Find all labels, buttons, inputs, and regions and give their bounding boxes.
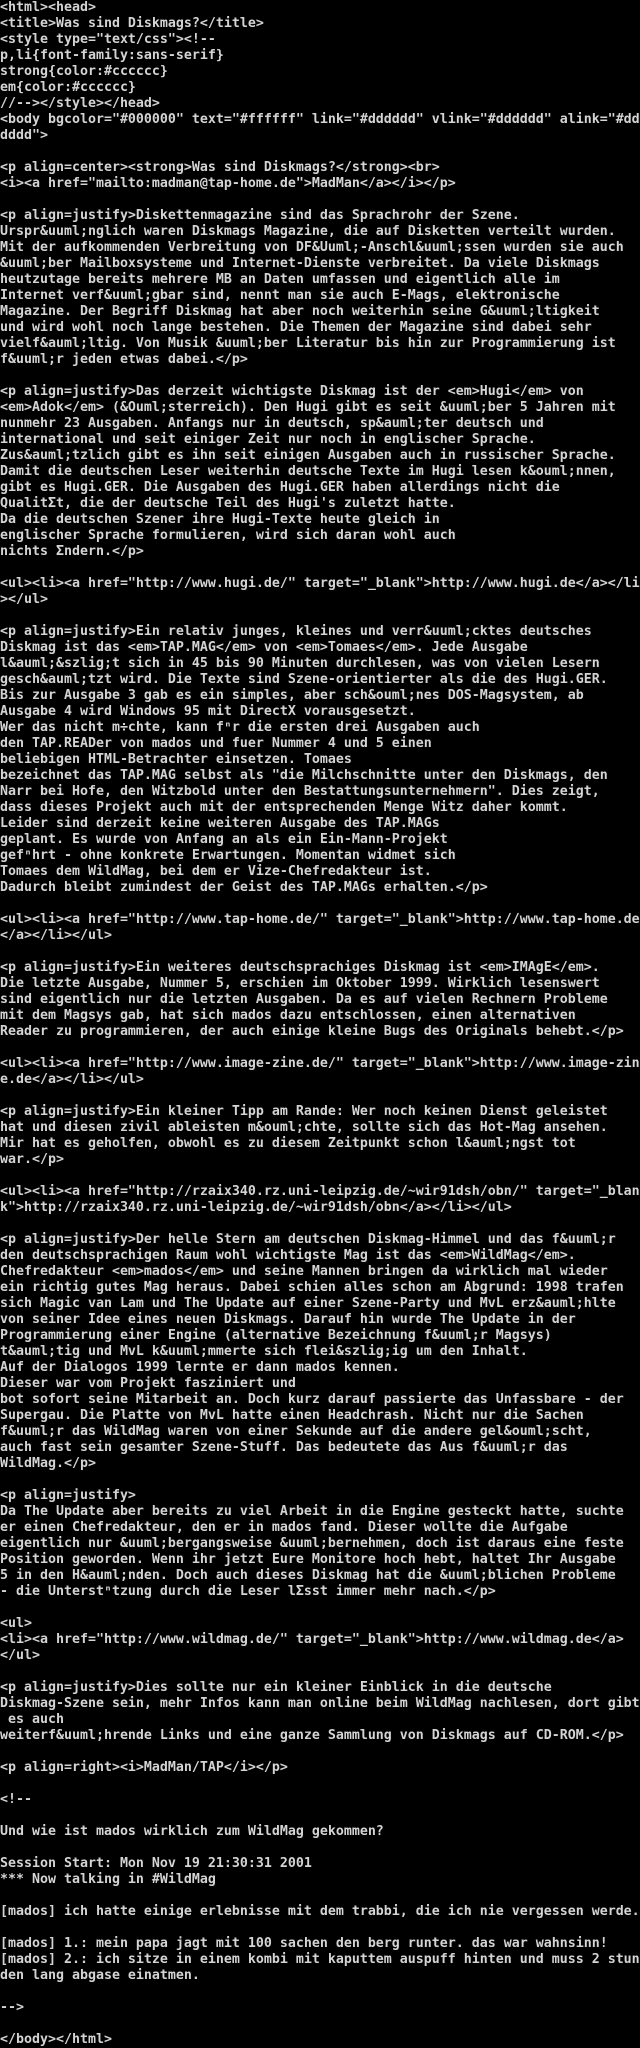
source-line — [0, 560, 640, 576]
source-line — [0, 1840, 640, 1856]
source-line: - die Unterstⁿtzung durch die Leser lΣsst immer mehr nach.</p> — [0, 1584, 496, 1599]
source-line: Ausgabe 4 wird Windows 95 mit DirectX vorausgesetzt. — [0, 704, 416, 719]
source-line — [0, 1808, 640, 1824]
source-line: <!-- — [0, 1792, 32, 1807]
source-line: Damit die deutschen Leser weiterhin deutsche Texte im Hugi lesen k&ouml;nnen, — [0, 464, 616, 479]
source-line: Tomaes dem WildMag, bei dem er Vize-Chefredakteur ist. — [0, 864, 432, 879]
source-line: <body bgcolor="#000000" text="#ffffff" link="#dddddd" vlink="#dddddd" alink="#dd — [0, 112, 640, 127]
source-line: <ul><li><a href="http://www.hugi.de/" target="_blank">http://www.hugi.de</a></li — [0, 576, 640, 591]
source-line: </a></li></ul> — [0, 928, 112, 943]
source-line: den lang abgase einatmen. — [0, 1968, 200, 1983]
source-line: dass dieses Projekt auch mit der entsprechenden Menge Witz daher kommt. — [0, 800, 568, 815]
source-line: ></ul> — [0, 592, 48, 607]
source-line: Chefredakteur <em>mados</em> und seine Mannen bringen da wirklich mal wieder — [0, 1264, 608, 1279]
source-line: //--></style></head> — [0, 96, 160, 111]
source-line: Leider sind derzeit keine weiteren Ausgabe des TAP.MAGs — [0, 816, 440, 831]
source-line: e.de</a></li></ul> — [0, 1072, 144, 1087]
source-line — [0, 1920, 640, 1936]
source-line: Da die deutschen Szener ihre Hugi-Texte heute gleich in — [0, 512, 440, 527]
source-line: <ul> — [0, 1616, 32, 1631]
source-line: WildMag.</p> — [0, 1456, 96, 1471]
source-line — [0, 944, 640, 960]
source-line — [0, 144, 640, 160]
source-line: ein richtig gutes Mag heraus. Dabei schien alles schon am Abgrund: 1998 trafen — [0, 1280, 624, 1295]
source-line: Diskmag ist das <em>TAP.MAG</em> von <em>Tomaes</em>. Jede Ausgabe — [0, 640, 528, 655]
source-line: <em>Adok</em> (&Ouml;sterreich). Den Hugi gibt es seit &uuml;ber 5 Jahren mit — [0, 400, 616, 415]
source-line: <ul><li><a href="http://www.image-zine.de/" target="_blank">http://www.image-zin — [0, 1056, 640, 1071]
source-line: Magazine. Der Begriff Diskmag hat aber noch weiterhin seine G&uuml;ltigkeit — [0, 304, 600, 319]
source-line: Mir hat es geholfen, obwohl es zu diesem Zeitpunkt schon l&auml;ngst tot — [0, 1136, 576, 1151]
source-line: eigentlich nur &uuml;bergangsweise &uuml;bernehmen, doch ist daraus eine feste — [0, 1536, 624, 1551]
source-line: sich Magic van Lam und The Update auf einer Szene-Party und MvL erz&auml;hlte — [0, 1296, 616, 1311]
source-line: es auch — [0, 1712, 64, 1727]
source-line — [0, 1664, 640, 1680]
source-line: f&uuml;r jeden etwas dabei.</p> — [0, 352, 248, 367]
source-line: </body></html> — [0, 2032, 112, 2047]
source-line: <p align=justify>Diskettenmagazine sind das Sprachrohr der Szene. — [0, 208, 520, 223]
source-line: Mit der aufkommenden Verbreitung von DF&Uuml;-Anschl&uuml;ssen wurden sie auch — [0, 240, 624, 255]
source-line: Dadurch bleibt zumindest der Geist des TAP.MAGs erhalten.</p> — [0, 880, 488, 895]
source-line: Urspr&uuml;nglich waren Diskmags Magazine, die auf Disketten verteilt wurden. — [0, 224, 616, 239]
source-line: nunmehr 23 Ausgaben. Anfangs nur in deutsch, sp&auml;ter deutsch und — [0, 416, 544, 431]
source-line: <p align=center><strong>Was sind Diskmags?</strong><br> — [0, 160, 440, 175]
source-line: dddd"> — [0, 128, 48, 143]
source-line: Bis zur Ausgabe 3 gab es ein simples, aber sch&ouml;nes DOS-Magsystem, ab — [0, 688, 584, 703]
source-line: k">http://rzaix340.rz.uni-leipzig.de/~wir91dsh/obn</a></li></ul> — [0, 1200, 512, 1215]
source-line: Da The Update aber bereits zu viel Arbeit in die Engine gesteckt hatte, suchte — [0, 1504, 624, 1519]
source-line: <title>Was sind Diskmags?</title> — [0, 16, 264, 31]
source-line: <i><a href="mailto:madman@tap-home.de">MadMan</a></i></p> — [0, 176, 456, 191]
source-line: von seiner Idee eines neuen Diskmags. Darauf hin wurde The Update in der — [0, 1312, 576, 1327]
source-line: auch fast sein gesamter Szene-Stuff. Das bedeutete das Aus f&uuml;r das — [0, 1440, 568, 1455]
source-line: weiterf&uuml;hrende Links und eine ganze Sammlung von Diskmags auf CD-ROM.</p> — [0, 1728, 624, 1743]
source-line: p,li{font-family:sans-serif} — [0, 48, 224, 63]
source-line — [0, 1984, 640, 2000]
source-line: <html><head> — [0, 0, 96, 15]
source-line: den TAP.READer von mados und fuer Nummer 4 und 5 einen — [0, 736, 432, 751]
source-line: <p align=justify>Ein kleiner Tipp am Rande: Wer noch keinen Dienst geleistet — [0, 1104, 608, 1119]
source-line: international und seit einiger Zeit nur noch in englischer Sprache. — [0, 432, 536, 447]
source-line — [0, 1744, 640, 1760]
source-line — [0, 1168, 640, 1184]
source-line: strong{color:#cccccc} — [0, 64, 168, 79]
source-line: Dieser war vom Projekt fasziniert und — [0, 1376, 296, 1391]
source-line: mit dem Magsys gab, hat sich mados dazu entschlossen, einen alternativen — [0, 1008, 576, 1023]
source-line: hat und diesen zivil ableisten m&ouml;chte, sollte sich das Hot-Mag ansehen. — [0, 1120, 608, 1135]
source-line: </ul> — [0, 1648, 40, 1663]
source-line: l&auml;&szlig;t sich in 45 bis 90 Minuten durchlesen, was von vielen Lesern — [0, 656, 600, 671]
source-line: bot sofort seine Mitarbeit an. Doch kurz darauf passierte das Unfassbare - der — [0, 1392, 624, 1407]
source-line: englischer Sprache formulieren, wird sich daran wohl auch — [0, 528, 456, 543]
source-line: t&auml;tig und MvL k&uuml;mmerte sich flei&szlig;ig um den Inhalt. — [0, 1344, 528, 1359]
source-line — [0, 1216, 640, 1232]
source-line: <p align=justify>Ein weiteres deutschsprachiges Diskmag ist <em>IMAgE</em>. — [0, 960, 600, 975]
source-line: heutzutage bereits mehrere MB an Daten umfassen und eigentlich alle im — [0, 272, 560, 287]
source-line: Auf der Dialogos 1999 lernte er dann mados kennen. — [0, 1360, 400, 1375]
source-line — [0, 896, 640, 912]
source-line: <li><a href="http://www.wildmag.de/" target="_blank">http://www.wildmag.de</a> — [0, 1632, 624, 1647]
source-line: gefⁿhrt - ohne konkrete Erwartungen. Momentan widmet sich — [0, 848, 456, 863]
source-line: [mados] 1.: mein papa jagt mit 100 sachen den berg runter. das war wahnsinn! — [0, 1936, 608, 1951]
source-line: <p align=justify> — [0, 1488, 136, 1503]
source-line: Und wie ist mados wirklich zum WildMag gekommen? — [0, 1824, 384, 1839]
source-line: <p align=justify>Dies sollte nur ein kleiner Einblick in die deutsche — [0, 1680, 552, 1695]
source-line: Programmierung einer Engine (alternative Bezeichnung f&uuml;r Magsys) — [0, 1328, 552, 1343]
source-line: beliebigen HTML-Betrachter einsetzen. Tomaes — [0, 752, 352, 767]
source-line: <ul><li><a href="http://www.tap-home.de/" target="_blank">http://www.tap-home.de — [0, 912, 640, 927]
source-line: er einen Chefredakteur, den er in mados fand. Dieser wollte die Aufgabe — [0, 1520, 568, 1535]
source-line — [0, 368, 640, 384]
source-line — [0, 608, 640, 624]
source-line — [0, 1600, 640, 1616]
source-line: Reader zu programmieren, der auch einige kleine Bugs des Originals behebt.</p> — [0, 1024, 624, 1039]
source-line: geplant. Es wurde von Anfang an als ein Ein-Mann-Projekt — [0, 832, 448, 847]
source-line: gibt es Hugi.GER. Die Ausgaben des Hugi.GER haben allerdings nicht die — [0, 480, 560, 495]
source-line: Die letzte Ausgabe, Nummer 5, erschien im Oktober 1999. Wirklich lesenswert — [0, 976, 600, 991]
source-line: <style type="text/css"><!-- — [0, 32, 216, 47]
source-line: f&uuml;r das WildMag waren von einer Sekunde auf die andere gel&ouml;scht, — [0, 1424, 592, 1439]
source-line: und wird wohl noch lange bestehen. Die Themen der Magazine sind dabei sehr — [0, 320, 592, 335]
source-line: Position geworden. Wenn ihr jetzt Eure Monitore hoch hebt, haltet Ihr Ausgabe — [0, 1552, 616, 1567]
source-line: 5 in den H&auml;nden. Doch auch dieses Diskmag hat die &uuml;blichen Probleme — [0, 1568, 616, 1583]
source-line — [0, 1888, 640, 1904]
source-line: gesch&auml;tzt wird. Die Texte sind Szene-orientierter als die des Hugi.GER. — [0, 672, 608, 687]
source-line — [0, 1472, 640, 1488]
source-line: nichts Σndern.</p> — [0, 544, 144, 559]
source-line: Diskmag-Szene sein, mehr Infos kann man online beim WildMag nachlesen, dort gibt — [0, 1696, 640, 1711]
source-line: den deutschsprachigen Raum wohl wichtigste Mag ist das <em>WildMag</em>. — [0, 1248, 576, 1263]
source-line: [mados] 2.: ich sitze in einem kombi mit kaputtem auspuff hinten und muss 2 stun — [0, 1952, 640, 1967]
source-line: <p align=justify>Ein relativ junges, kleines und verr&uuml;cktes deutsches — [0, 624, 592, 639]
source-line: Supergau. Die Platte von MvL hatte einen Headchrash. Nicht nur die Sachen — [0, 1408, 584, 1423]
source-line: <p align=justify>Der helle Stern am deutschen Diskmag-Himmel und das f&uuml;r — [0, 1232, 616, 1247]
source-line: Session Start: Mon Nov 19 21:30:31 2001 — [0, 1856, 312, 1871]
source-line: <p align=justify>Das derzeit wichtigste Diskmag ist der <em>Hugi</em> von — [0, 384, 584, 399]
source-line — [0, 1088, 640, 1104]
source-line: vielf&auml;ltig. Von Musik &uuml;ber Literatur bis hin zur Programmierung ist — [0, 336, 616, 351]
source-line: Zus&auml;tzlich gibt es ihn seit einigen Ausgaben auch in russischer Sprache. — [0, 448, 616, 463]
source-line — [0, 1776, 640, 1792]
source-line: <ul><li><a href="http://rzaix340.rz.uni-leipzig.de/~wir91dsh/obn/" target="_blan — [0, 1184, 640, 1199]
source-line: war.</p> — [0, 1152, 64, 1167]
source-line: --> — [0, 2000, 24, 2015]
source-line: <p align=right><i>MadMan/TAP</i></p> — [0, 1760, 288, 1775]
source-line: Wer das nicht m÷chte, kann fⁿr die ersten drei Ausgaben auch — [0, 720, 480, 735]
source-line: QualitΣt, die der deutsche Teil des Hugi's zuletzt hatte. — [0, 496, 456, 511]
source-line: Narr bei Hofe, den Witzbold unter den Bestattungsunternehmern". Dies zeigt, — [0, 784, 600, 799]
source-line: [mados] ich hatte einige erlebnisse mit dem trabbi, die ich nie vergessen werde. — [0, 1904, 640, 1919]
source-line: sind eigentlich nur die letzten Ausgaben. Da es auf vielen Rechnern Probleme — [0, 992, 608, 1007]
source-line: Internet verf&uuml;gbar sind, nennt man sie auch E-Mags, elektronische — [0, 288, 560, 303]
source-line — [0, 1040, 640, 1056]
source-line — [0, 2016, 640, 2032]
source-line — [0, 192, 640, 208]
source-line: &uuml;ber Mailboxsysteme und Internet-Dienste verbreitet. Da viele Diskmags — [0, 256, 600, 271]
source-line: *** Now talking in #WildMag — [0, 1872, 216, 1887]
source-line: em{color:#cccccc} — [0, 80, 136, 95]
source-line: bezeichnet das TAP.MAG selbst als "die Milchschnitte unter den Diskmags, den — [0, 768, 608, 783]
